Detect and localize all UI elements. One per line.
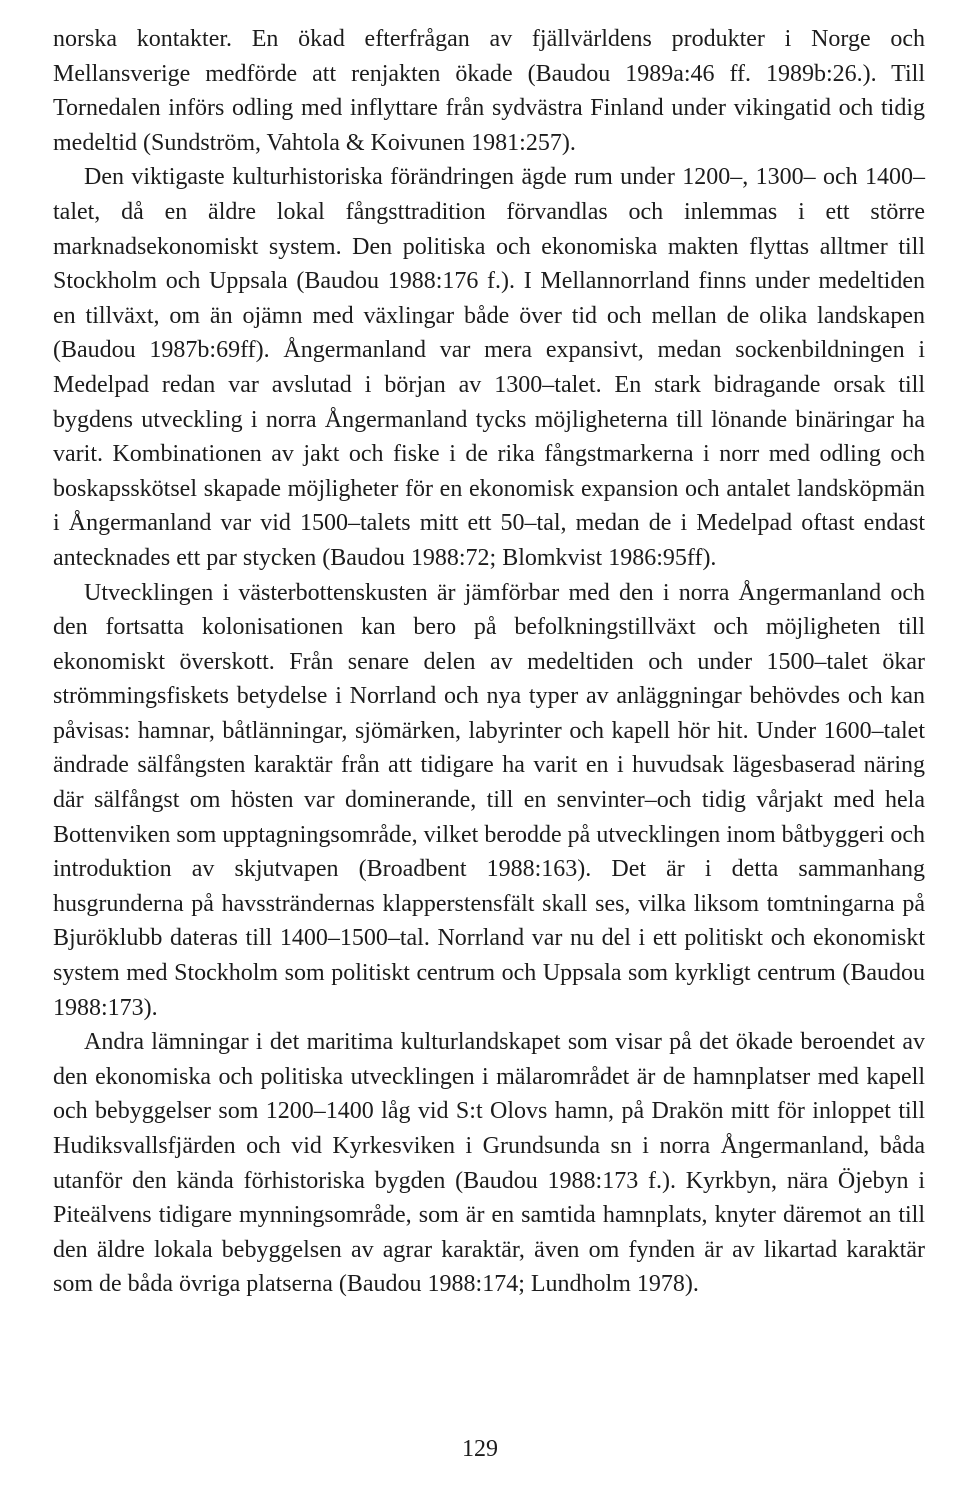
paragraph-1: norska kontakter. En ökad efterfrågan av fjällvärldens produkter i Norge och Mellansverige medförde att renjakten ökade (Baudou 1989a:46 ff. 1989b:26.). Till Tornedalen införs odling med inflyttare från sydvästra Finland under vikingatid och tidig medeltid (Sundström, Vahtola & Koivunen 1981:257).: [53, 26, 925, 156]
body-text: [53, 22, 925, 1302]
paragraph-2: Den viktigaste kulturhistoriska förändringen ägde rum under 1200–, 1300– och 1400–talet, då en äldre lokal fångsttradition förvandlas och inlemmas i ett större marknadsekonomiskt system. Den politiska och ekonomiska makten flyttas alltmer till Stockholm och Uppsala (Baudou 1988:176 f.). I Mellannorrland finns under medeltiden en tillväxt, om än ojämn med växlingar både över tid och mellan de olika landskapen (Baudou 1987b:69ff). Ångermanland var mera expansivt, medan sockenbildningen i Medelpad redan var avslutad i början av 1300–talet. En stark bidragande orsak till bygdens utveckling i norra Ångermanland tycks möjligheterna till lönande binäringar ha varit. Kombinationen av jakt och fiske i de rika fångstmarkerna i norr med odling och boskapsskötsel skapade möjligheter för en ekonomisk expansion och antalet landsköpmän i Ångermanland var vid 1500–talets mitt ett 50–tal, medan de i Medelpad oftast endast antecknades ett par stycken (Baudou 1988:72; Blomkvist 1986:95ff).: [53, 164, 925, 571]
page-number: 129: [462, 1436, 498, 1462]
paragraph-4: Andra lämningar i det maritima kulturlandskapet som visar på det ökade beroendet av den ekonomiska och politiska utvecklingen i mälarområdet är de hamnplatser med kapell och bebyggelser som 1200–1400 låg vid S:t Olovs hamn, på Drakön mitt för inloppet till Hudiksvallsfjärden och vid Kyrkesviken i Grundsunda sn i norra Ångermanland, båda utanför den kända förhistoriska bygden (Baudou 1988:173 f.). Kyrkbyn, nära Öjebyn i Piteälvens tidigare mynningsområde, som är en samtida hamnplats, knyter däremot an till den äldre lokala bebyggelsen av agrar karaktär, även om fynden är av likartad karaktär som de båda övriga platserna (Baudou 1988:174; Lundholm 1978).: [53, 1029, 925, 1298]
paragraph-3: Utvecklingen i västerbottenskusten är jämförbar med den i norra Ångermanland och den fortsatta kolonisationen kan bero på befolkningstillväxt och möjligheten till ekonomiskt överskott. Från senare delen av medeltiden och under 1500–talet ökar strömmingsfiskets betydelse i Norrland och nya typer av anläggningar behövdes och kan påvisas: hamnar, båtlänningar, sjömärken, labyrinter och kapell hör hit. Under 1600–talet ändrade sälfångsten karaktär från att tidigare ha varit en i huvudsak lägesbaserad näring där sälfångst om hösten var dominerande, till en senvinter–och tidig vårjakt med hela Bottenviken som upptagningsområde, vilket berodde på utvecklingen inom båtbyggeri och introduktion av skjutvapen (Broadbent 1988:163). Det är i detta sammanhang husgrunderna på havssträndernas klapperstensfält skall ses, vilka liksom tomtningarna på Bjuröklubb dateras till 1400–1500–tal. Norrland var nu del i ett politiskt och ekonomiskt system med Stockholm som politiskt centrum och Uppsala som kyrkligt centrum (Baudou 1988:173).: [53, 579, 925, 1021]
